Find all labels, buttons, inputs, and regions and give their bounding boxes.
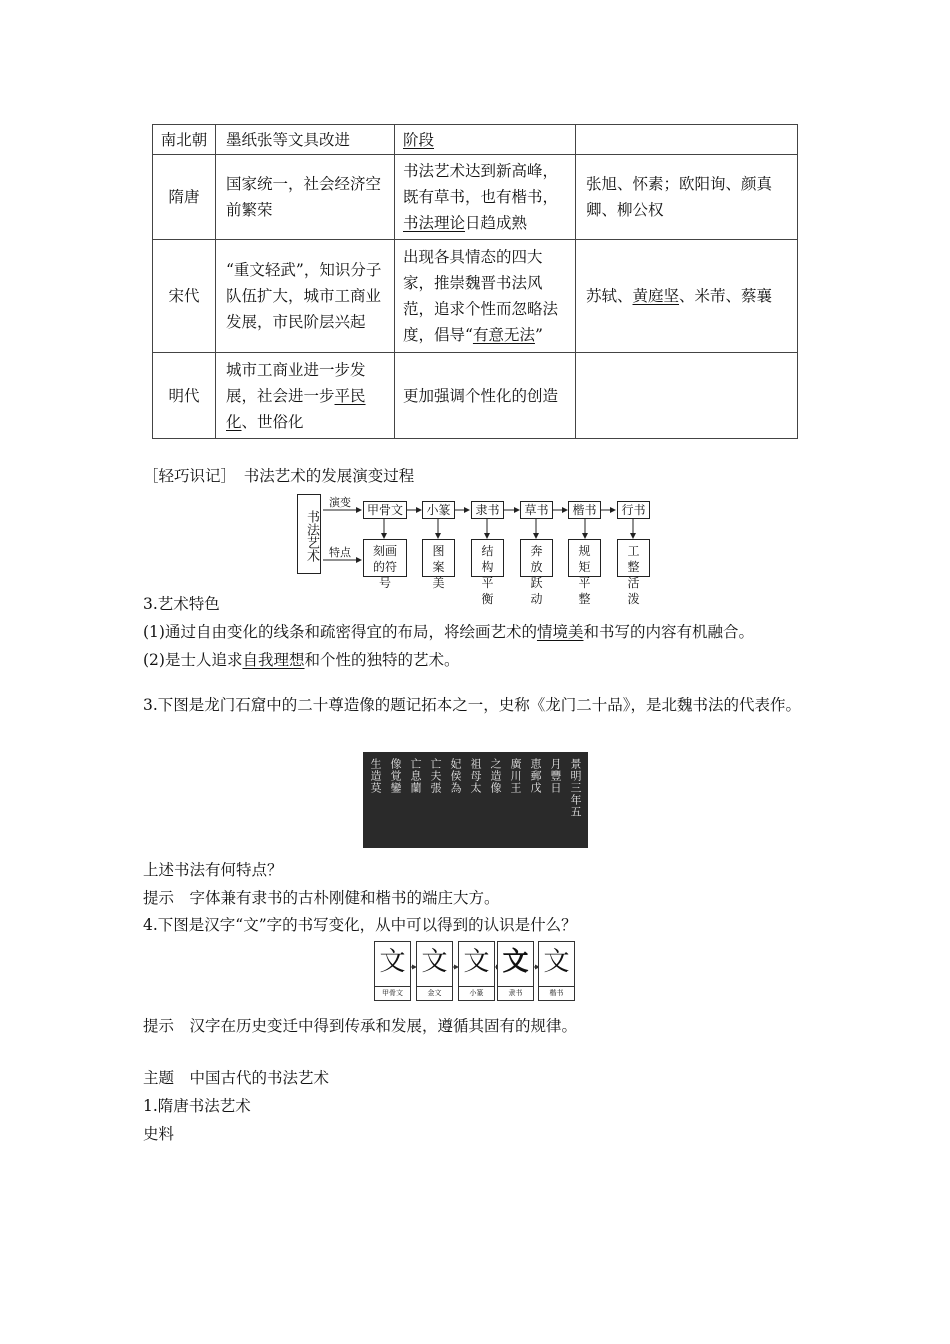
underlined-text: 阶段 bbox=[403, 130, 435, 149]
theme-subtitle: 1.隋唐书法艺术 bbox=[143, 1097, 251, 1115]
rubbing-column: 恵郵戊 bbox=[529, 758, 542, 794]
text-segment: 国家统一，社会经济空前繁荣 bbox=[226, 175, 382, 219]
underlined-text: 自我理想 bbox=[242, 651, 305, 669]
glyph-label: 隶书 bbox=[498, 986, 533, 1000]
text-segment: 张旭、怀素；欧阳询、颜真卿、柳公权 bbox=[586, 175, 773, 219]
rubbing-column: 亡夫張 bbox=[429, 758, 442, 794]
script-box: 甲骨文 bbox=[363, 501, 407, 519]
text-segment: 出现各具情态的四大家，推崇魏晋书法风范，追求个性而忽略法度，倡导“ bbox=[403, 248, 559, 344]
table-row bbox=[153, 125, 798, 155]
text-segment: 和书写的内容有机融合。 bbox=[583, 623, 754, 641]
trait-box: 图案美 bbox=[422, 539, 455, 577]
theme-title: 主题 中国古代的书法艺术 bbox=[143, 1069, 330, 1087]
background-cell bbox=[216, 353, 395, 439]
glyph-char: 文 bbox=[379, 947, 406, 977]
rubbing-column: 像覚鑾 bbox=[389, 758, 402, 794]
art-item-1 bbox=[143, 620, 754, 642]
glyph-clerical bbox=[497, 941, 534, 1001]
background-cell bbox=[216, 155, 395, 240]
glyph-char: 文 bbox=[502, 947, 529, 977]
rubbing-column: 妃侯為 bbox=[449, 758, 462, 794]
history-table bbox=[152, 124, 798, 439]
text-segment: 更加强调个性化的创造 bbox=[403, 386, 559, 405]
people-cell bbox=[576, 240, 798, 353]
table-row bbox=[153, 155, 798, 240]
script-box: 隶书 bbox=[471, 501, 504, 519]
text-segment: 城市工商业进一步发展，社会进一步 bbox=[226, 360, 366, 405]
text-segment: 和个性的独特的艺术。 bbox=[304, 651, 460, 669]
trait-box: 奔放跃动 bbox=[520, 539, 553, 577]
people-cell bbox=[576, 155, 798, 240]
glyph-small-seal bbox=[458, 941, 495, 1001]
glyph-char: 文 bbox=[421, 947, 448, 977]
rubbing-image bbox=[363, 752, 588, 848]
rubbing-column: 月豐日 bbox=[549, 758, 562, 794]
rubbing-text bbox=[369, 758, 582, 842]
rubbing-column: 生造莫 bbox=[369, 758, 382, 794]
glyph-label: 甲骨文 bbox=[375, 986, 410, 1000]
text-segment: (2)是士人追求 bbox=[143, 651, 243, 669]
rubbing-column: 之造像 bbox=[489, 758, 502, 794]
rubbing-column: 廣川王 bbox=[509, 758, 522, 794]
glyph-label: 楷书 bbox=[539, 986, 574, 1000]
period-cell: 南北朝 bbox=[153, 125, 216, 155]
evolution-diagram bbox=[297, 494, 657, 606]
feature-label: 特点 bbox=[329, 546, 351, 559]
question-3-answer: 提示 字体兼有隶书的古朴刚健和楷书的端庄大方。 bbox=[143, 889, 500, 907]
source-label: 史料 bbox=[143, 1125, 175, 1143]
text-segment: (1)通过自由变化的线条和疏密得宜的布局，将绘画艺术的 bbox=[143, 623, 537, 641]
question-3: 3.下图是龙门石窟中的二十尊造像的题记拓本之一，史称《龙门二十品》，是北魏书法的代表作。 bbox=[143, 696, 802, 714]
feature-cell bbox=[395, 155, 576, 240]
glyph-regular bbox=[538, 941, 575, 1001]
period-cell: 宋代 bbox=[153, 240, 216, 353]
text-segment: 日趋成熟 bbox=[465, 214, 528, 232]
question-4-answer: 提示 汉字在历史变迁中得到传承和发展，遵循其固有的规律。 bbox=[143, 1017, 578, 1035]
underlined-text: 平民化 bbox=[226, 386, 366, 431]
text-segment: “重文轻武”，知识分子队伍扩大，城市工商业发展，市民阶层兴起 bbox=[226, 261, 382, 331]
rubbing-column: 祖母太 bbox=[469, 758, 482, 794]
background-cell bbox=[216, 125, 395, 155]
people-cell bbox=[576, 125, 798, 155]
diagram-root: 书法艺术 bbox=[297, 494, 321, 574]
feature-cell bbox=[395, 240, 576, 353]
art-heading: 3.艺术特色 bbox=[143, 595, 220, 613]
glyph-char: 文 bbox=[543, 947, 570, 977]
period-cell: 隋唐 bbox=[153, 155, 216, 240]
tip-title: ［轻巧识记］ 书法艺术的发展演变过程 bbox=[143, 467, 415, 485]
feature-cell bbox=[395, 353, 576, 439]
text-segment: ” bbox=[534, 326, 543, 344]
rubbing-column: 亡息蘭 bbox=[409, 758, 422, 794]
rubbing-column: 景明三年五 bbox=[569, 758, 582, 818]
glyph-label: 金文 bbox=[417, 986, 452, 1000]
trait-box: 规矩平整 bbox=[568, 539, 601, 577]
text-segment: 苏轼、 bbox=[586, 287, 633, 305]
script-box: 小篆 bbox=[422, 501, 455, 519]
script-box: 楷书 bbox=[568, 501, 601, 519]
table-row bbox=[153, 353, 798, 439]
text-segment: 、米芾、蔡襄 bbox=[679, 287, 773, 305]
underlined-text: 有意无法 bbox=[472, 326, 535, 344]
feature-cell bbox=[395, 125, 576, 155]
underlined-text: 书法理论 bbox=[403, 214, 466, 232]
trait-box: 刻画的符号 bbox=[363, 539, 407, 577]
text-segment: 、世俗化 bbox=[241, 412, 304, 431]
trait-box: 工整活泼 bbox=[617, 539, 650, 577]
glyph-char: 文 bbox=[463, 947, 490, 977]
underlined-text: 情境美 bbox=[536, 623, 584, 641]
people-cell bbox=[576, 353, 798, 439]
question-4: 4.下图是汉字“文”字的书写变化，从中可以得到的认识是什么？ bbox=[143, 916, 577, 934]
period-cell: 明代 bbox=[153, 353, 216, 439]
script-box: 行书 bbox=[617, 501, 650, 519]
question-3-prompt: 上述书法有何特点？ bbox=[143, 861, 283, 879]
evolution-label: 演变 bbox=[329, 496, 351, 509]
trait-box: 结构平衡 bbox=[471, 539, 504, 577]
table-row bbox=[153, 240, 798, 353]
glyph-label: 小篆 bbox=[459, 986, 494, 1000]
background-cell bbox=[216, 240, 395, 353]
underlined-text: 黄庭坚 bbox=[632, 287, 680, 305]
text-segment: 墨纸张等文具改进 bbox=[226, 130, 351, 149]
text-segment: 书法艺术达到新高峰，既有草书，也有楷书， bbox=[403, 162, 559, 206]
script-box: 草书 bbox=[520, 501, 553, 519]
glyph-bronze bbox=[416, 941, 453, 1001]
glyph-oracle-bone bbox=[374, 941, 411, 1001]
art-item-2 bbox=[143, 648, 460, 670]
